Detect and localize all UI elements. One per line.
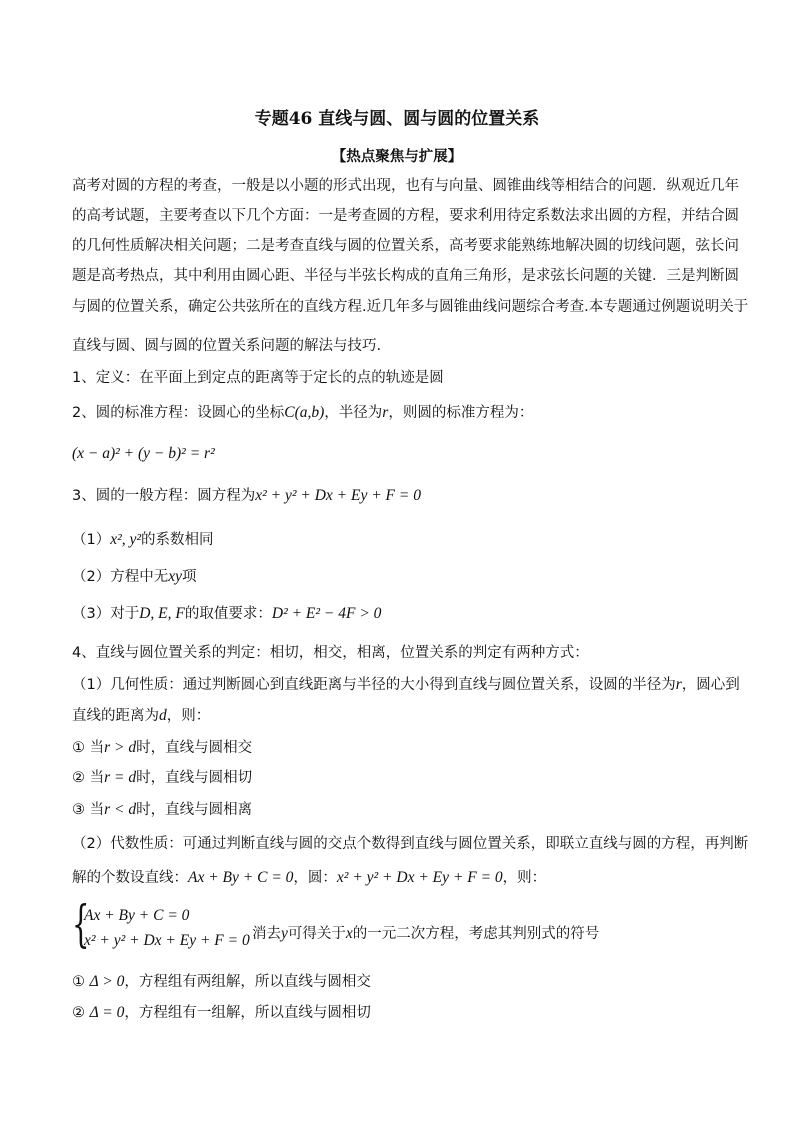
algebraic-property-line-1: （2）代数性质：可通过判断直线与圆的交点个数得到直线与圆位置关系，即联立直线与圆的方程，再判断 — [72, 836, 749, 852]
system-mid: 可得关于 — [287, 926, 346, 942]
system-pre: 消去 — [252, 926, 281, 942]
geo-case-1-math: r > d — [104, 739, 137, 756]
condition-1-post: 的系数相同 — [141, 532, 214, 548]
geo-case-1 — [72, 738, 252, 758]
system-x: x — [345, 925, 353, 942]
alg-case-2-post: ，方程组有一组解，所以直线与圆相切 — [124, 1005, 371, 1021]
condition-3-math: D, E, F — [139, 605, 185, 622]
standard-equation: (x − a)² + (y − b)² = r² — [72, 445, 215, 462]
condition-3-inequality: D² + E² − 4F > 0 — [271, 605, 382, 622]
definition-3 — [72, 486, 421, 506]
alg-case-1-post: ，方程组有两组解，所以直线与圆相交 — [124, 974, 371, 990]
geo2-distance: d — [159, 707, 167, 724]
condition-2-post: 项 — [182, 569, 197, 585]
intro-line-3: 的几何性质解决相关问题；二是考查直线与圆的位置关系，高考要求能熟练地解决圆的切线问题，弦长问 — [72, 238, 739, 254]
alg-case-2-math: Δ = 0 — [89, 1004, 125, 1021]
algebraic-property-line-2 — [72, 868, 546, 888]
system-row-2: x² + y² + Dx + Ey + F = 0 — [84, 932, 250, 949]
condition-3-mid: 的取值要求： — [184, 606, 272, 622]
intro-line-6: 直线与圆、圆与圆的位置关系问题的解法与技巧. — [72, 338, 382, 354]
alg-case-2-pre: ② — [72, 1005, 85, 1021]
geo-case-3 — [72, 800, 252, 820]
def2-pre: 2、圆的标准方程：设圆心的坐标 — [72, 405, 285, 421]
radius-symbol: r — [382, 404, 389, 421]
system-y: y — [281, 925, 288, 942]
def3-pre: 3、圆的一般方程：圆方程为 — [72, 488, 256, 504]
geo-case-3-pre: ③ 当 — [72, 802, 105, 818]
geo2-pre: 直线的距离为 — [72, 708, 159, 724]
intro-line-5: 与圆的位置关系，确定公共弦所在的直线方程.近几年多与圆锥曲线问题综合考查.本专题通过例题说明关于 — [72, 299, 749, 315]
geo-case-1-post: 时，直线与圆相交 — [136, 740, 253, 756]
geo2-post: ，则： — [166, 708, 211, 724]
circle-equation: x² + y² + Dx + Ey + F = 0 — [336, 869, 503, 886]
geo1-radius: r — [675, 676, 682, 693]
alg-case-1-math: Δ > 0 — [89, 973, 125, 990]
alg2-post: ，则： — [502, 870, 547, 886]
geo-case-2 — [72, 768, 252, 788]
condition-3-pre: （3）对于 — [72, 606, 140, 622]
page-title: 专题46 直线与圆、圆与圆的位置关系 — [254, 109, 540, 129]
def2-mid: ，半径为 — [324, 405, 383, 421]
alg-case-2 — [72, 1003, 371, 1023]
geo-case-2-pre: ② 当 — [72, 770, 105, 786]
geometric-property-line-2 — [72, 706, 210, 726]
condition-3 — [72, 604, 381, 624]
general-equation: x² + y² + Dx + Ey + F = 0 — [255, 487, 421, 504]
section-heading: 【热点聚焦与扩展】 — [331, 149, 463, 165]
condition-2 — [72, 567, 197, 587]
alg-case-1 — [72, 972, 371, 992]
section-4-heading: 4、直线与圆位置关系的判定：相切，相交，相离，位置关系的判定有两种方式： — [72, 645, 589, 661]
intro-line-1: 高考对圆的方程的考查，一般是以小题的形式出现，也有与向量、圆锥曲线等相结合的问题．纵观近几年 — [72, 178, 739, 194]
system-explanation — [252, 922, 599, 943]
geo-case-3-math: r < d — [104, 801, 137, 818]
definition-2 — [72, 403, 533, 423]
alg2-pre: 解的个数设直线： — [72, 870, 188, 886]
definition-1: 1、定义：在平面上到定点的距离等于定长的点的轨迹是圆 — [72, 370, 444, 386]
geo-case-2-math: r = d — [104, 769, 137, 786]
geo-case-2-post: 时，直线与圆相切 — [136, 770, 253, 786]
system-post: 的一元二次方程，考虑其判别式的符号 — [352, 926, 600, 942]
condition-1 — [72, 530, 214, 550]
def2-post: ，则圆的标准方程为： — [388, 405, 534, 421]
geometric-property-line-1 — [72, 675, 740, 695]
geo-case-3-post: 时，直线与圆相离 — [136, 802, 253, 818]
line-equation: Ax + By + C = 0 — [188, 869, 294, 886]
alg2-mid: ，圆： — [293, 870, 337, 886]
condition-1-math: x², y² — [110, 531, 142, 548]
geo-case-1-pre: ① 当 — [72, 740, 105, 756]
alg-case-1-pre: ① — [72, 974, 85, 990]
intro-line-4: 题是高考热点，其中利用由圆心距、半径与半弦长构成的直角三角形，是求弦长问题的关键．三是判断圆 — [72, 268, 739, 284]
condition-2-pre: （2）方程中无 — [72, 569, 169, 585]
center-coordinate: C(a,b) — [284, 404, 325, 421]
condition-2-math: xy — [168, 568, 182, 585]
left-brace: { — [72, 895, 90, 953]
intro-line-2: 的高考试题，主要考查以下几个方面：一是考查圆的方程，要求利用待定系数法求出圆的方程，并结合圆 — [72, 208, 739, 224]
geo1-pre: （1）几何性质：通过判断圆心到直线距离与半径的大小得到直线与圆位置关系，设圆的半径为 — [72, 677, 676, 693]
system-row-1: Ax + By + C = 0 — [84, 907, 190, 924]
geo1-post: ，圆心到 — [681, 677, 740, 693]
condition-1-pre: （1） — [72, 532, 111, 548]
